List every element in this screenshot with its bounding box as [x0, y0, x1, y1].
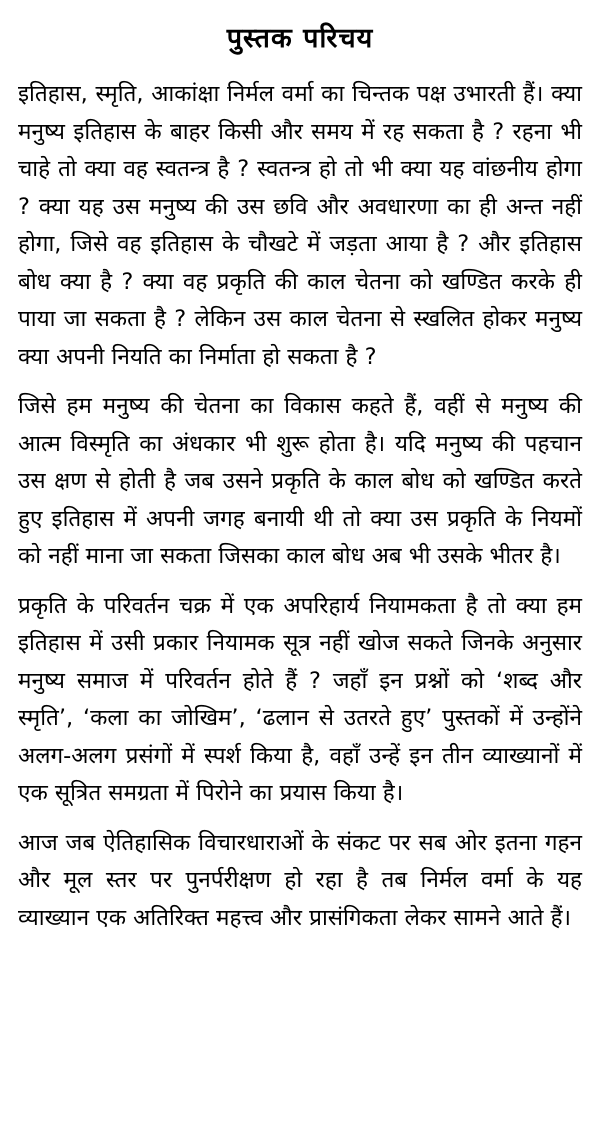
paragraph-4: आज जब ऐतिहासिक विचारधाराओं के संकट पर सब ओर इतना गहन और मूल स्तर पर पुनर्परीक्षण हो रहा है तब निर्मल वर्मा के यह व्याख्यान एक अतिरिक्त महत्त्व और प्रासंगिकता लेकर सामने आते हैं।	[18, 829, 582, 931]
paragraph-1: इतिहास, स्मृति, आकांक्षा निर्मल वर्मा का चिन्तक पक्ष उभारती हैं। क्या मनुष्य इतिहास के बाहर किसी और समय में रह सकता है ? रहना भी चाहे तो क्या वह स्वतन्त्र है ? स्वतन्त्र हो तो भी क्या यह वांछनीय होगा ? क्या यह उस मनुष्य की उस छवि और अवधारणा का ही अन्त नहीं होगा, जिसे वह इतिहास के चौखटे में जड़ता आया है ? और इतिहास बोध क्या है ? क्या वह प्रकृति की काल चेतना को खण्डित करके ही पाया जा सकता है ? लेकिन उस काल चेतना से स्खलित होकर मनुष्य क्या अपनी नियति का निर्माता हो सकता है ?	[18, 81, 582, 370]
page-title: पुस्तक परिचय	[226, 23, 374, 54]
paragraph-3: प्रकृति के परिवर्तन चक्र में एक अपरिहार्य नियामकता है तो क्या हम इतिहास में उसी प्रकार नियामक सूत्र नहीं खोज सकते जिनके अनुसार मनुष्य समाज में परिवर्तन होते हैं ? जहाँ इन प्रश्नों को ‘शब्द और स्मृति’, ‘कला का जोखिम’, ‘ढलान से उतरते हुए’ पुस्तकों में उन्होंने अलग-अलग प्रसंगों में स्पर्श किया है, वहाँ उन्हें इन तीन व्याख्यानों में एक सूत्रित समग्रता में पिरोने का प्रयास किया है।	[18, 592, 582, 806]
paragraph-2: जिसे हम मनुष्य की चेतना का विकास कहते हैं, वहीं से मनुष्य की आत्म विस्मृति का अंधकार भी शुरू होता है। यदि मनुष्य की पहचान उस क्षण से होती है जब उसने प्रकृति के काल बोध को खण्डित करते हुए इतिहास में अपनी जगह बनायी थी तो क्या उस प्रकृति के नियमों को नहीं माना जा सकता जिसका काल बोध अब भी उसके भीतर है।	[18, 393, 582, 569]
